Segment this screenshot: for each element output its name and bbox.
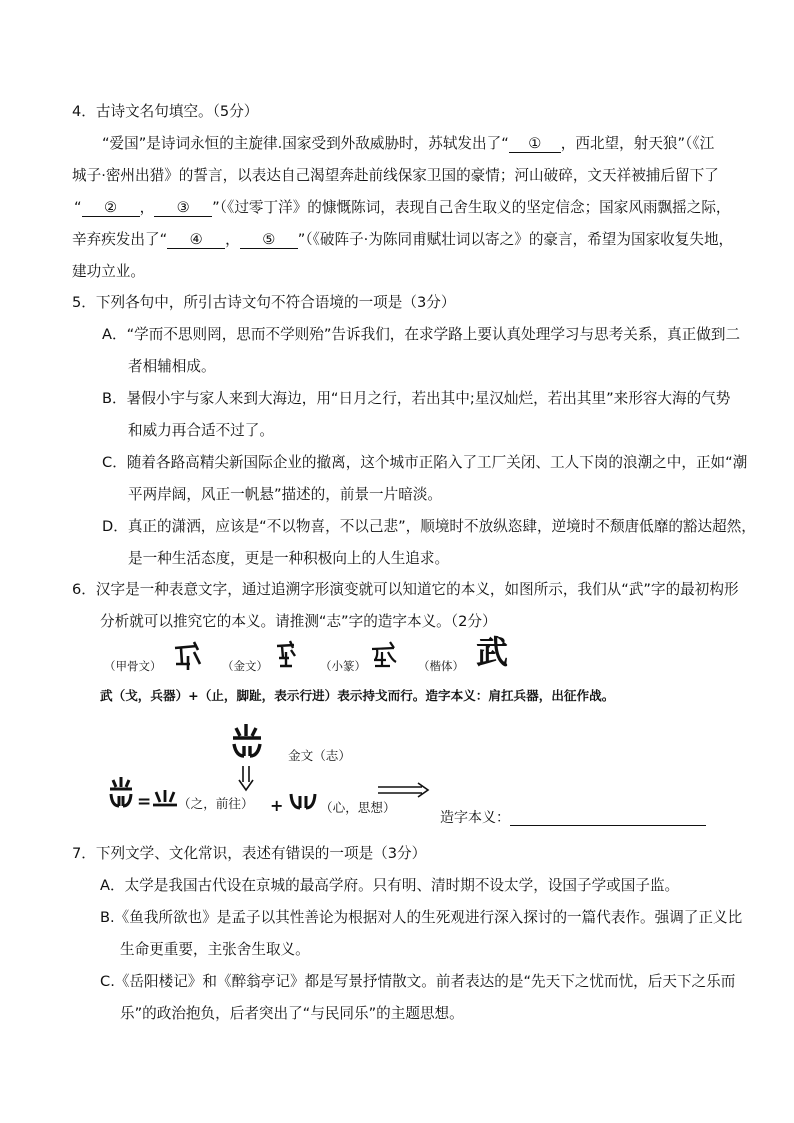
q5-option-a[interactable]: A．“学而不思则罔，思而不学则殆”告诉我们，在求学路上要认真处理学习与思考关系，真正做到二: [102, 326, 741, 343]
q4-line-3: [74, 198, 731, 218]
q5-option-c[interactable]: C．随着各路高精尖新国际企业的撤离，这个城市正陷入了工厂关闭、工人下岗的浪潮之中，正如“潮: [102, 454, 748, 471]
label-regular-script: （楷体）: [418, 659, 464, 673]
bronze-wu-glyph: [274, 640, 298, 670]
answer-blank-3[interactable]: ③: [154, 199, 212, 217]
q7-title: 7．下列文学、文化常识，表述有错误的一项是（3分）: [72, 845, 427, 862]
q4-line1-text-a: “爱国”是诗词永恒的主旋律.国家受到外敌威胁时，苏轼发出了“: [102, 135, 509, 152]
q7-option-a[interactable]: A．太学是我国古代设在京城的最高学府。只有明、清时期不设太学，设国子学或国子监。: [100, 877, 680, 894]
comma: ，: [225, 231, 240, 248]
label-oracle-bone: （甲骨文）: [104, 659, 162, 673]
q5-option-b-cont: 和威力再合适不过了。: [128, 422, 274, 439]
label-bronze-zhi: 金文（志）: [288, 748, 351, 763]
label-small-seal: （小篆）: [320, 659, 366, 673]
answer-blank-2[interactable]: ②: [82, 199, 140, 217]
regular-script-wu-char: 武: [476, 633, 509, 671]
equals-sign: =: [137, 792, 152, 812]
small-seal-wu-glyph: [370, 640, 398, 668]
oracle-bone-wu-glyph: [172, 640, 202, 672]
q5-option-c-cont: 平两岸阔，风正一帆悬”描述的，前景一片暗淡。: [128, 486, 443, 503]
plus-sign: +: [270, 796, 284, 815]
answer-blank-5[interactable]: ⑤: [240, 231, 298, 249]
label-bronze: （金文）: [222, 659, 268, 673]
comma: ，: [139, 199, 155, 216]
zhi-go-glyph: [152, 790, 178, 808]
zhi-component-glyph: [108, 776, 134, 810]
bronze-zhi-glyph: [230, 722, 264, 760]
q7-option-c-cont: 乐”的政治抱负，后者突出了“与民同乐”的主题思想。: [120, 1005, 464, 1022]
wu-analysis: 武（戈，兵器）+（止，脚趾，表示行进）表示持戈而行。造字本义：肩扛兵器，出征作战。: [100, 688, 615, 703]
q4-line-5: 建功立业。: [72, 263, 145, 280]
q4-line-4: [72, 230, 733, 250]
q6-title: 6．汉字是一种表意文字，通过追溯字形演变就可以知道它的本义，如图所示，我们从“武”字的最初构形: [72, 581, 739, 598]
q5-option-a-cont: 者相辅相成。: [128, 358, 216, 375]
q4-line4-text: 辛弃疾发出了“: [72, 231, 168, 248]
q5-option-d[interactable]: D．真正的潇洒，应该是“不以物喜，不以己悲”，顺境时不放纵恣肆，逆境时不颓唐低靡的豁达超然，: [102, 518, 756, 535]
xin-heart-glyph: [288, 790, 318, 812]
open-quote: “: [74, 199, 82, 216]
answer-blank-4[interactable]: ④: [167, 231, 225, 249]
answer-label: 造字本义：: [440, 810, 510, 826]
q4-line-2: 城子·密州出猎》的誓言，以表达自己渴望奔赴前线保家卫国的豪情；河山破碎，文天祥被捕后留下了: [72, 167, 719, 184]
q4-line3-rest: ”（《过零丁洋》的慷慨陈词，表现自己舍生取义的坚定信念；国家风雨飘摇之际，: [212, 199, 731, 216]
label-xin: （心，思想）: [320, 800, 396, 815]
q7-option-b[interactable]: B.《鱼我所欲也》是孟子以其性善论为根据对人的生死观进行深入探讨的一篇代表作。强调了正义比: [100, 909, 743, 926]
q4-title: 4．古诗文名句填空。（5分）: [72, 103, 259, 120]
q4-line4-rest: ”（《破阵子·为陈同甫赋壮词以寄之》的豪言，希望为国家收复失地，: [297, 231, 734, 248]
q4-line-1: [102, 134, 714, 154]
q5-title: 5．下列各句中，所引古诗文句不符合语境的一项是（3分）: [72, 294, 456, 311]
down-arrow-icon: [238, 766, 254, 792]
q4-line1-text-b: ，西北望，射天狼”（《江: [560, 135, 715, 152]
answer-blank-1[interactable]: ①: [509, 135, 561, 153]
q5-option-b[interactable]: B．暑假小宇与家人来到大海边，用“日月之行，若出其中;星汉灿烂，若出其里”来形容大海的气势: [102, 390, 731, 407]
label-zhi-go: （之，前往）: [178, 796, 254, 811]
q7-option-c[interactable]: C.《岳阳楼记》和《醉翁亭记》都是写景抒情散文。前者表达的是“先天下之忧而忧，后天下之乐而: [100, 973, 736, 990]
q5-option-d-cont: 是一种生活态度，更是一种积极向上的人生追求。: [128, 550, 450, 567]
answer-input-line[interactable]: [510, 824, 706, 826]
q6-title-cont: 分析就可以推究它的本义。请推测“志”字的造字本义。（2分）: [100, 613, 497, 630]
right-arrow-icon: [378, 781, 430, 799]
q7-option-b-cont: 生命更重要，主张舍生取义。: [120, 941, 310, 958]
